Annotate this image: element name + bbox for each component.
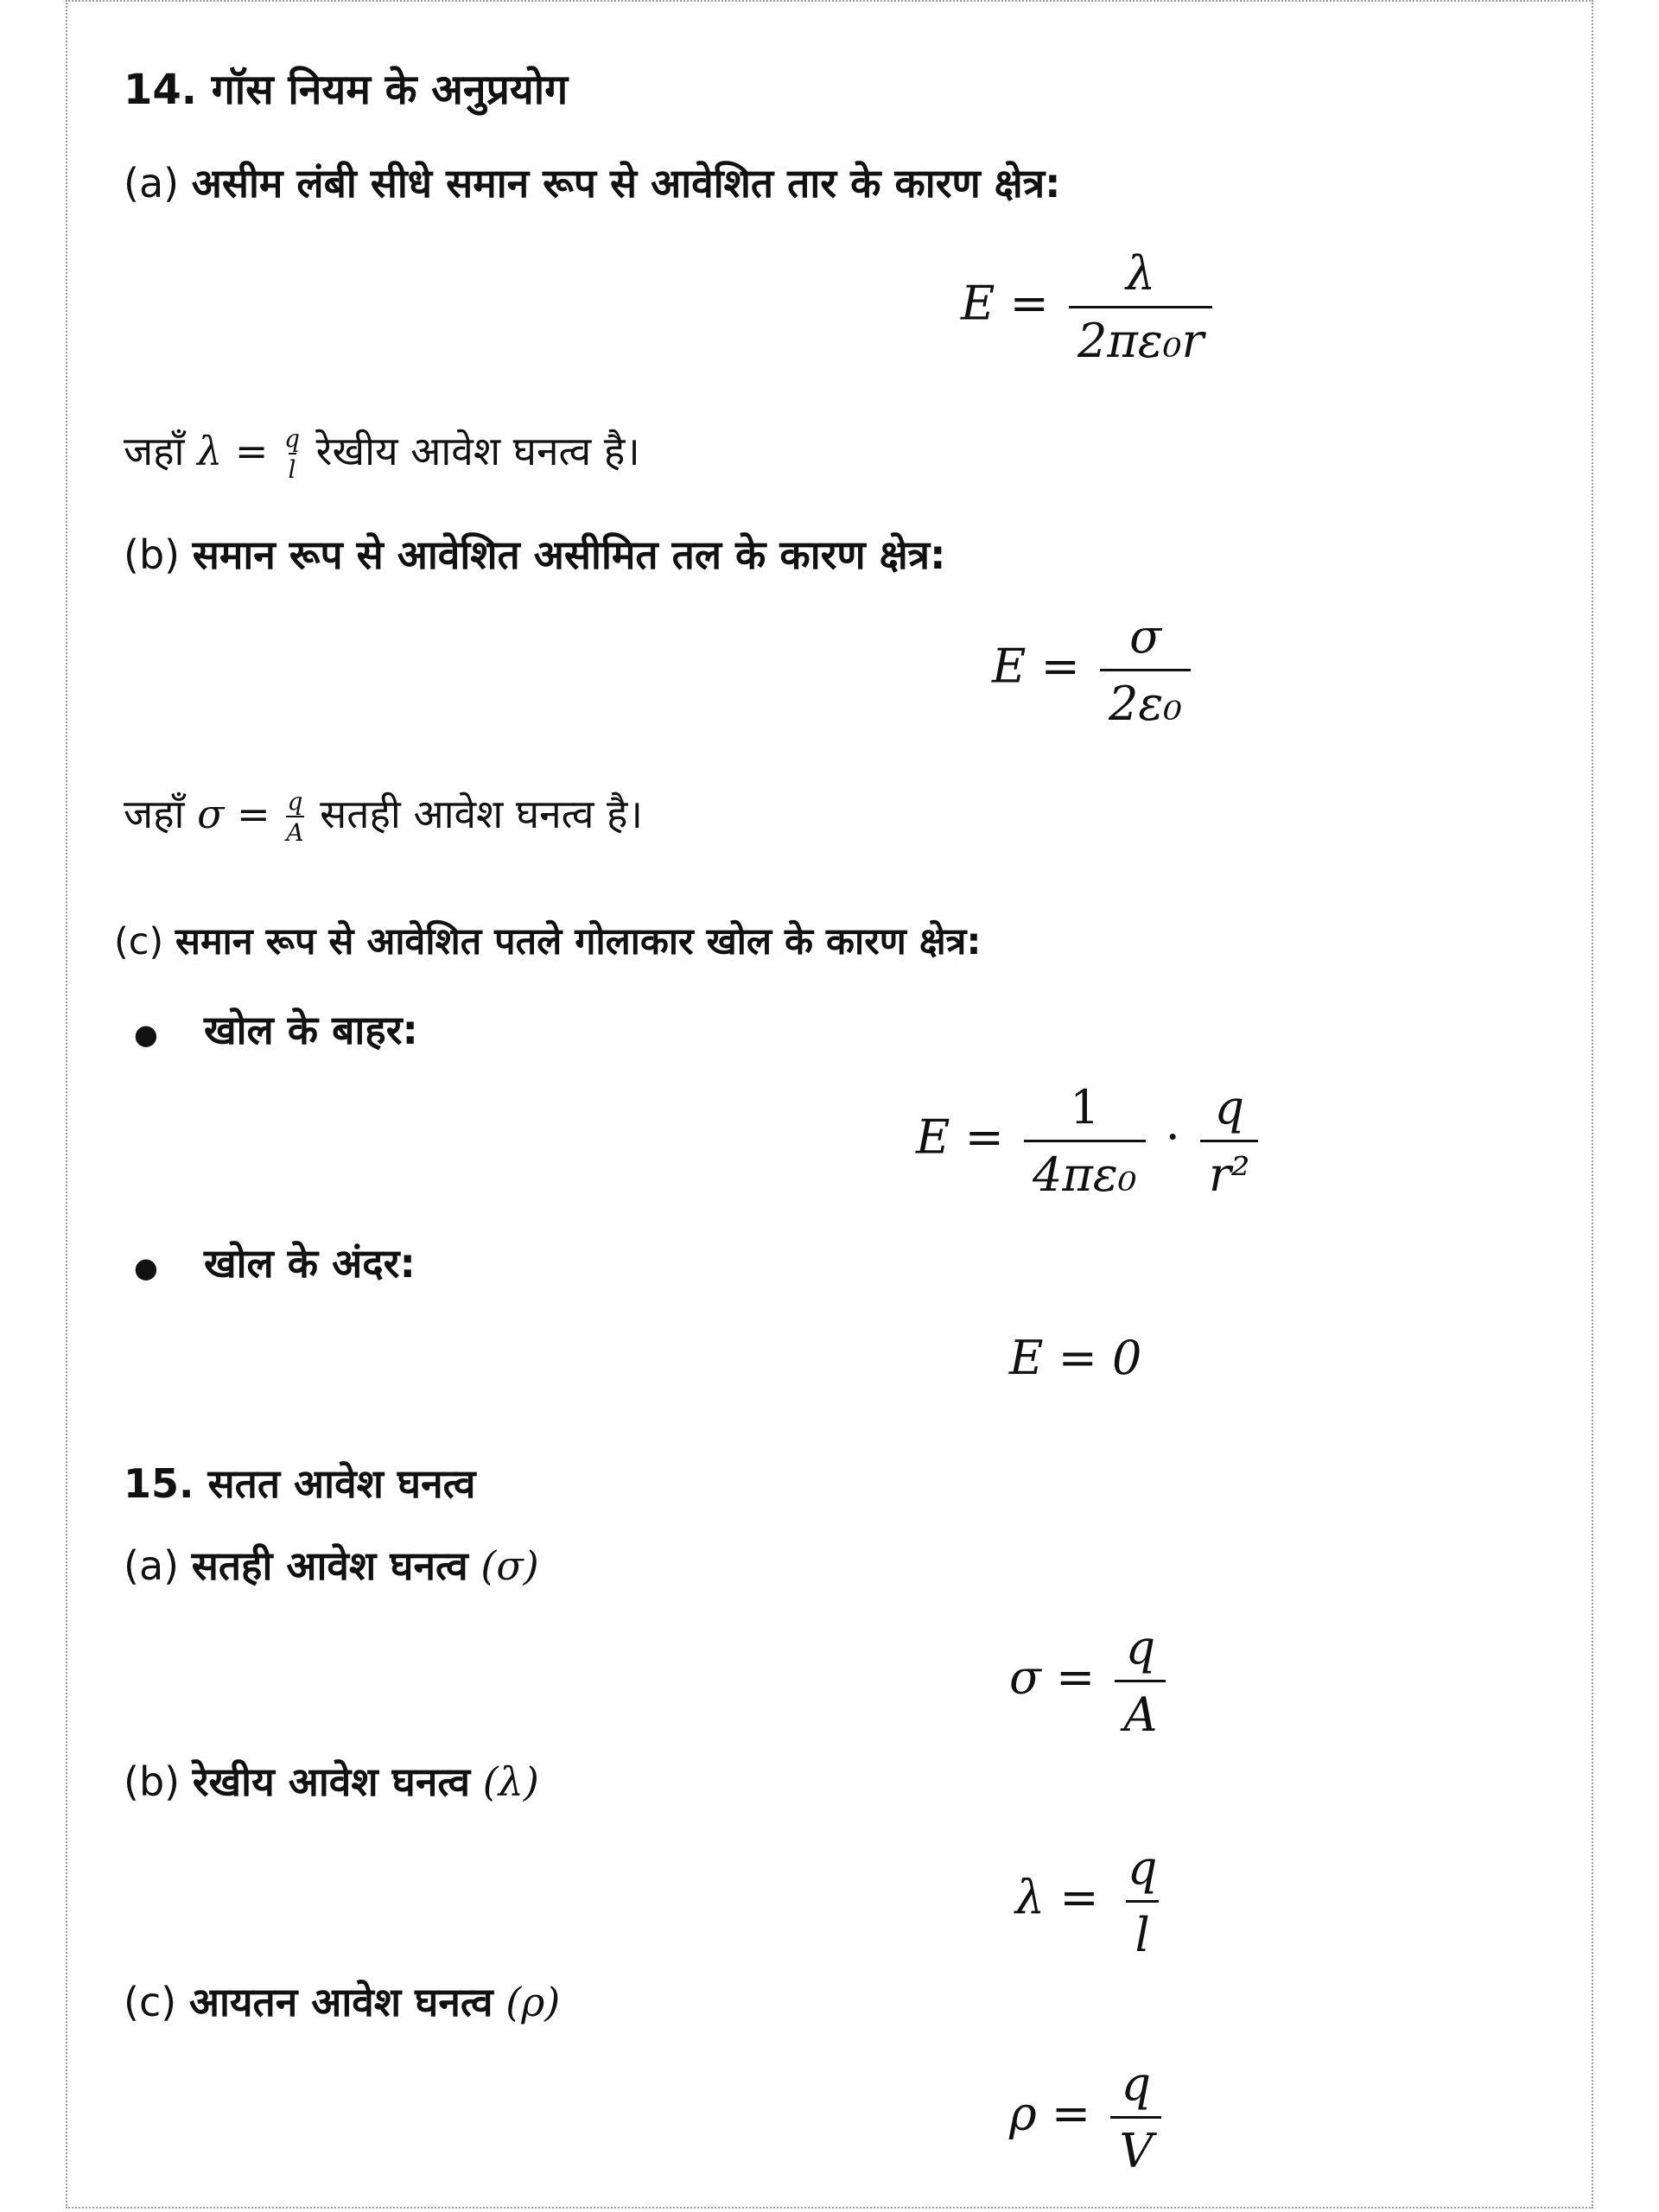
bullet-inside xyxy=(134,1236,416,1289)
section-15c-sym: (ρ) xyxy=(505,1979,561,2025)
where-14b-suffix: सतही आवेश घनत्व है। xyxy=(320,791,643,837)
where-14a-suffix: रेखीय आवेश घनत्व है। xyxy=(315,428,640,474)
formula-14b-den: 2ε₀ xyxy=(1100,669,1191,731)
section-15a-label: (a) xyxy=(124,1542,180,1589)
section-14c-title xyxy=(114,914,982,965)
section-14a-text: असीम लंबी सीधे समान रूप से आवेशित तार के कारण क्षेत्र: xyxy=(191,160,1061,207)
section-15a-title xyxy=(124,1538,539,1592)
section-14-heading: 14. गॉस नियम के अनुप्रयोग xyxy=(124,66,569,114)
section-15b-sym: (λ) xyxy=(482,1758,539,1805)
page-border xyxy=(66,0,1593,2209)
formula-15b-fraction xyxy=(1119,1840,1166,1962)
section-15c-text: आयतन आवेश घनत्व xyxy=(188,1979,493,2025)
formula-14c-den1: 4πε₀ xyxy=(1024,1140,1145,1202)
where-14b-num: q xyxy=(287,787,303,816)
formula-15b-lhs: λ = xyxy=(1015,1870,1099,1925)
where-14a-num: q xyxy=(284,424,300,453)
section-14c-text: समान रूप से आवेशित पतले गोलाकार खोल के कारण क्षेत्र: xyxy=(175,920,982,963)
formula-14a-lhs: E = xyxy=(961,276,1049,331)
section-15c-label: (c) xyxy=(124,1979,177,2025)
formula-15a-lhs: σ = xyxy=(1009,1649,1096,1705)
formula-14c-den2: r² xyxy=(1200,1140,1258,1202)
section-14c-label: (c) xyxy=(114,920,164,963)
formula-14a-num: λ xyxy=(1126,246,1156,301)
section-14a-label: (a) xyxy=(124,160,180,207)
formula-15b-den: l xyxy=(1126,1900,1158,1962)
where-14b-den: A xyxy=(286,816,303,847)
formula-14a-den: 2πε₀r xyxy=(1069,306,1212,368)
section-14a-title xyxy=(124,156,1061,209)
formula-15c-num: q xyxy=(1121,2056,1152,2111)
formula-15c xyxy=(1009,2056,1166,2178)
bullet-dot-icon: ● xyxy=(134,1251,158,1284)
formula-14a-fraction xyxy=(1069,246,1212,368)
formula-14b-fraction xyxy=(1100,609,1191,731)
formula-14c-fraction-1 xyxy=(1024,1080,1145,1202)
formula-15a-num: q xyxy=(1125,1620,1156,1675)
bullet-dot-icon: ● xyxy=(134,1018,158,1051)
formula-15b xyxy=(1015,1840,1171,1962)
formula-15c-den: V xyxy=(1110,2116,1161,2178)
section-14b-title xyxy=(124,527,945,581)
section-15b-label: (b) xyxy=(124,1758,181,1805)
section-14b-label: (b) xyxy=(124,531,181,578)
formula-14a xyxy=(961,246,1217,368)
formula-14c-inside: E = 0 xyxy=(1009,1331,1142,1385)
bullet-inside-text: खोल के अंदर: xyxy=(204,1240,416,1287)
formula-14c-num2: q xyxy=(1214,1080,1245,1135)
formula-14c-num1: 1 xyxy=(1070,1080,1100,1135)
formula-15a-fraction xyxy=(1115,1620,1166,1742)
formula-14c-dot: · xyxy=(1165,1109,1180,1165)
formula-14c-lhs: E = xyxy=(916,1109,1004,1165)
where-14a-fraction xyxy=(284,424,300,484)
where-14a-den: l xyxy=(289,453,296,484)
formula-14c-outside xyxy=(916,1080,1263,1202)
where-14b xyxy=(124,786,643,847)
formula-14b xyxy=(992,609,1196,731)
formula-15a-den: A xyxy=(1115,1680,1166,1742)
formula-15c-lhs: ρ = xyxy=(1009,2086,1091,2141)
where-14b-fraction xyxy=(286,787,303,847)
where-14b-prefix: जहाँ xyxy=(124,791,185,837)
section-15a-sym: (σ) xyxy=(480,1542,539,1589)
bullet-outside xyxy=(134,1002,418,1056)
formula-15c-fraction xyxy=(1110,2056,1161,2178)
where-14b-sym: σ = xyxy=(197,791,270,837)
section-15b-text: रेखीय आवेश घनत्व xyxy=(192,1758,471,1805)
where-14a xyxy=(124,423,640,484)
where-14a-prefix: जहाँ xyxy=(124,428,185,474)
where-14a-sym: λ = xyxy=(197,428,269,474)
section-15b-title xyxy=(124,1754,539,1808)
section-15-heading: 15. सतत आवेश घनत्व xyxy=(124,1460,476,1507)
formula-15a xyxy=(1009,1620,1171,1742)
section-14b-text: समान रूप से आवेशित असीमित तल के कारण क्षेत्र: xyxy=(192,531,946,578)
bullet-outside-text: खोल के बाहर: xyxy=(204,1007,418,1053)
section-15a-text: सतही आवेश घनत्व xyxy=(191,1542,468,1589)
formula-14c-fraction-2 xyxy=(1200,1080,1258,1202)
formula-14b-num: σ xyxy=(1129,609,1161,664)
formula-14b-lhs: E = xyxy=(992,639,1080,694)
formula-15b-num: q xyxy=(1127,1840,1158,1895)
section-15c-title xyxy=(124,1974,560,2028)
